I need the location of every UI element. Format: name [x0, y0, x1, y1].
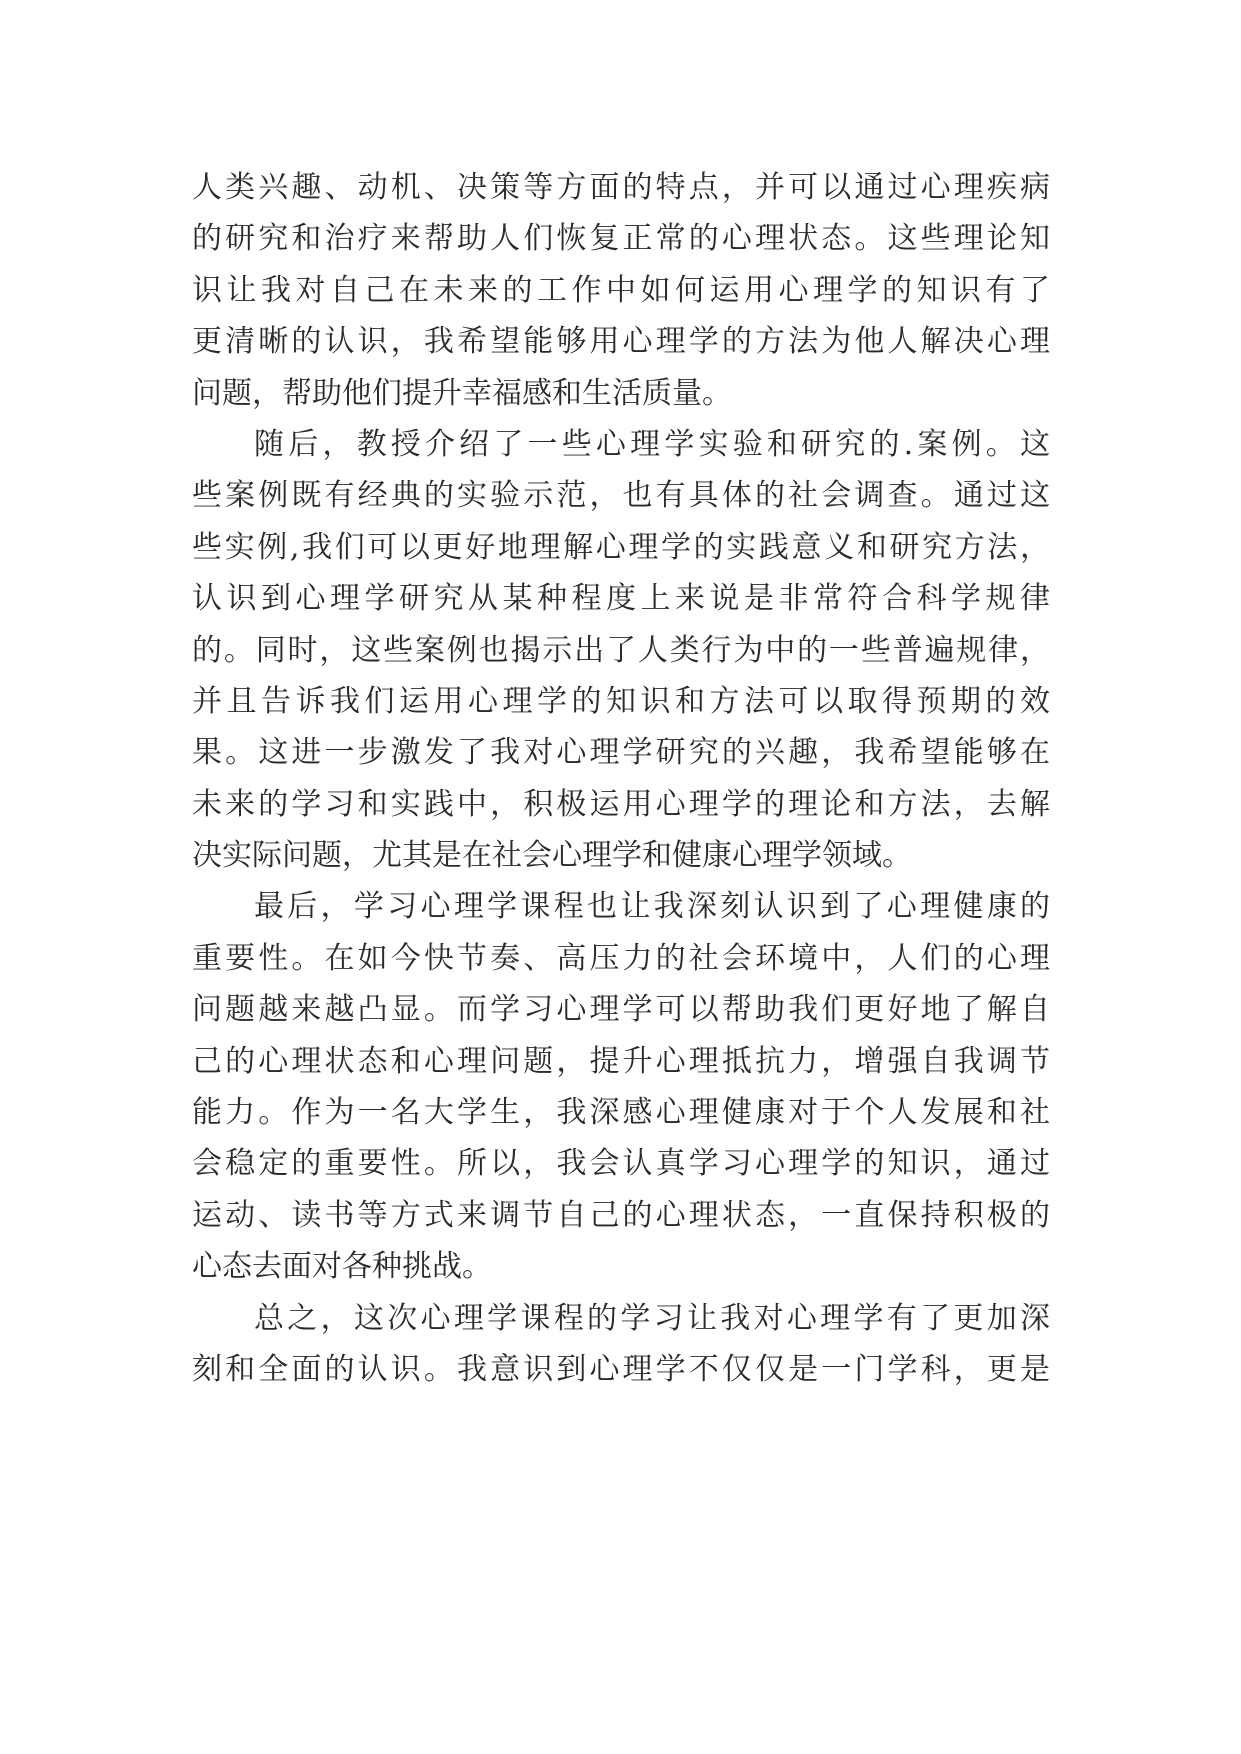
text-line: 识让我对自己在未来的工作中如何运用心理学的知识有了 — [192, 272, 1050, 308]
text-line: 总之，这次心理学课程的学习让我对心理学有了更加深 — [254, 1300, 1050, 1336]
paragraph — [192, 1293, 1050, 1396]
text-line: 问题，帮助他们提升幸福感和生活质量。 — [192, 375, 732, 411]
text-line: 最后，学习心理学课程也让我深刻认识到了心理健康的 — [254, 889, 1050, 925]
document-body-text — [192, 162, 1050, 1395]
text-line: 更清晰的认识，我希望能够用心理学的方法为他人解决心理 — [192, 324, 1050, 360]
text-line: 能力。作为一名大学生，我深感心理健康对于个人发展和社 — [192, 1095, 1050, 1131]
text-line: 人类兴趣、动机、决策等方面的特点，并可以通过心理疾病 — [192, 170, 1050, 205]
text-line: 刻和全面的认识。我意识到心理学不仅仅是一门学科，更是 — [192, 1351, 1050, 1387]
paragraph — [192, 162, 1050, 419]
text-line: 的。同时，这些案例也揭示出了人类行为中的一些普遍规律， — [192, 632, 1050, 668]
text-line: 重要性。在如今快节奏、高压力的社会环境中，人们的心理 — [192, 940, 1050, 976]
text-line: 些案例既有经典的实验示范，也有具体的社会调查。通过这 — [192, 478, 1050, 514]
paragraph — [192, 881, 1050, 1292]
text-line: 并且告诉我们运用心理学的知识和方法可以取得预期的效 — [192, 683, 1050, 719]
paragraph — [192, 419, 1050, 882]
text-line: 果。这进一步激发了我对心理学研究的兴趣，我希望能够在 — [192, 735, 1050, 771]
text-line: 运动、读书等方式来调节自己的心理状态，一直保持积极的 — [192, 1197, 1050, 1233]
text-line: 心态去面对各种挑战。 — [192, 1249, 492, 1285]
text-line: 的研究和治疗来帮助人们恢复正常的心理状态。这些理论知 — [192, 221, 1050, 257]
text-line: 己的心理状态和心理问题，提升心理抵抗力，增强自我调节 — [192, 1043, 1050, 1079]
text-line: 会稳定的重要性。所以，我会认真学习心理学的知识，通过 — [192, 1146, 1050, 1182]
text-line: 未来的学习和实践中，积极运用心理学的理论和方法，去解 — [192, 786, 1050, 822]
text-line: 随后，教授介绍了一些心理学实验和研究的.案例。这 — [254, 426, 1050, 462]
text-line: 些实例,我们可以更好地理解心理学的实践意义和研究方法， — [192, 529, 1050, 565]
text-line: 问题越来越凸显。而学习心理学可以帮助我们更好地了解自 — [192, 992, 1050, 1028]
text-line: 认识到心理学研究从某种程度上来说是非常符合科学规律 — [192, 581, 1050, 617]
text-line: 决实际问题，尤其是在社会心理学和健康心理学领域。 — [192, 838, 912, 874]
